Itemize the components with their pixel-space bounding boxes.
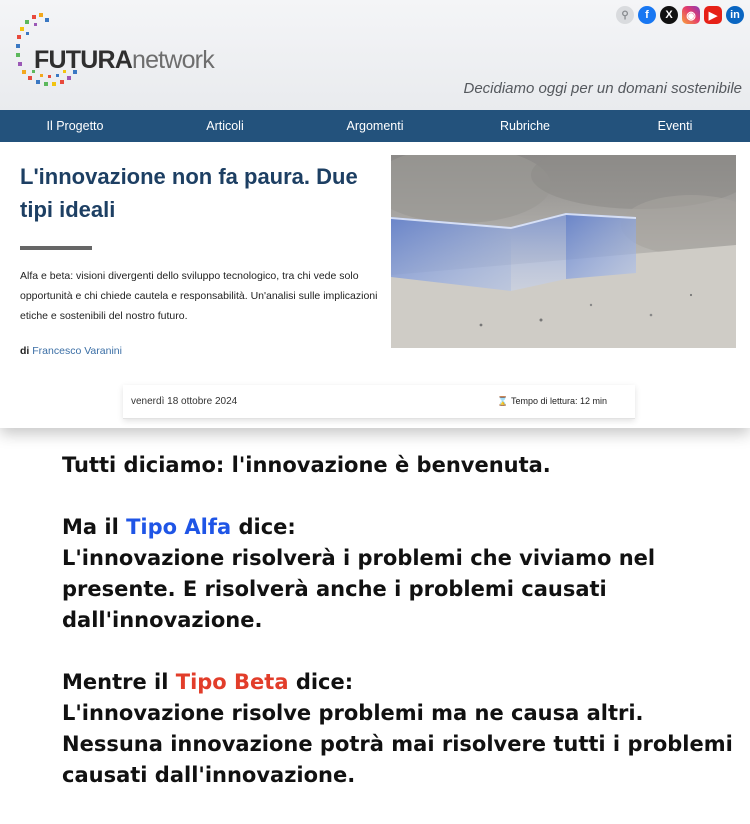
article-meta-bar (123, 385, 635, 419)
main-nav (0, 110, 750, 142)
body-line-intro: Tutti diciamo: l'innovazione è benvenuta. (62, 453, 551, 477)
site-tagline: Decidiamo oggi per un domani sostenibile (463, 80, 742, 97)
publish-date: venerdì 18 ottobre 2024 (131, 396, 238, 407)
article-byline: di Francesco Varanini (20, 345, 122, 357)
nav-item-articoli[interactable]: Articoli (206, 119, 244, 133)
nav-item-rubriche[interactable]: Rubriche (499, 119, 551, 133)
facebook-icon[interactable]: f (638, 6, 656, 24)
article-summary: Alfa e beta: visioni divergenti dello sviluppo tecnologico, tra chi vede solo opportunità e chi chiede cautela e responsabilità. Un'analisi sulle implicazioni etiche e sostenibili del nostro futuro. (20, 270, 378, 322)
nav-item-argomenti[interactable]: Argomenti (346, 119, 404, 133)
body-alfa-text: L'innovazione risolverà i problemi che viviamo nel presente. E risolverà anche i problemi causati dall'innovazione. (62, 546, 656, 632)
social-links (616, 6, 744, 24)
nav-item-il-progetto[interactable]: Il Progetto (46, 119, 104, 133)
hourglass-icon: ⌛ (497, 396, 509, 406)
article-title: L'innovazione non fa paura. Due tipi ideali (20, 164, 358, 222)
x-icon[interactable]: X (660, 6, 678, 24)
nav-item-eventi[interactable]: Eventi (657, 119, 693, 133)
article-body (62, 450, 742, 791)
body-beta-text: L'innovazione risolve problemi ma ne causa altri. Nessuna innovazione potrà mai risolvere tutti i problemi causati dall'innovazione. (62, 701, 733, 787)
body-alfa-heading: Ma il Tipo Alfa dice: (62, 515, 296, 539)
title-divider (20, 246, 92, 250)
search-icon[interactable]: ⚲ (616, 6, 634, 24)
reading-time: ⌛ Tempo di lettura: 12 min (497, 396, 607, 406)
logo-wordmark: FUTURAnetwork (34, 46, 214, 74)
instagram-icon[interactable]: ◉ (682, 6, 700, 24)
tipo-beta-label: Tipo Beta (175, 670, 289, 694)
futura-network-logo[interactable] (12, 12, 214, 100)
youtube-icon[interactable]: ▶ (704, 6, 722, 24)
article-hero-image (391, 155, 736, 348)
site-header (0, 0, 750, 110)
body-beta-heading: Mentre il Tipo Beta dice: (62, 670, 354, 694)
linkedin-icon[interactable]: in (726, 6, 744, 24)
tipo-alfa-label: Tipo Alfa (126, 515, 232, 539)
author-link[interactable]: Francesco Varanini (32, 345, 122, 357)
